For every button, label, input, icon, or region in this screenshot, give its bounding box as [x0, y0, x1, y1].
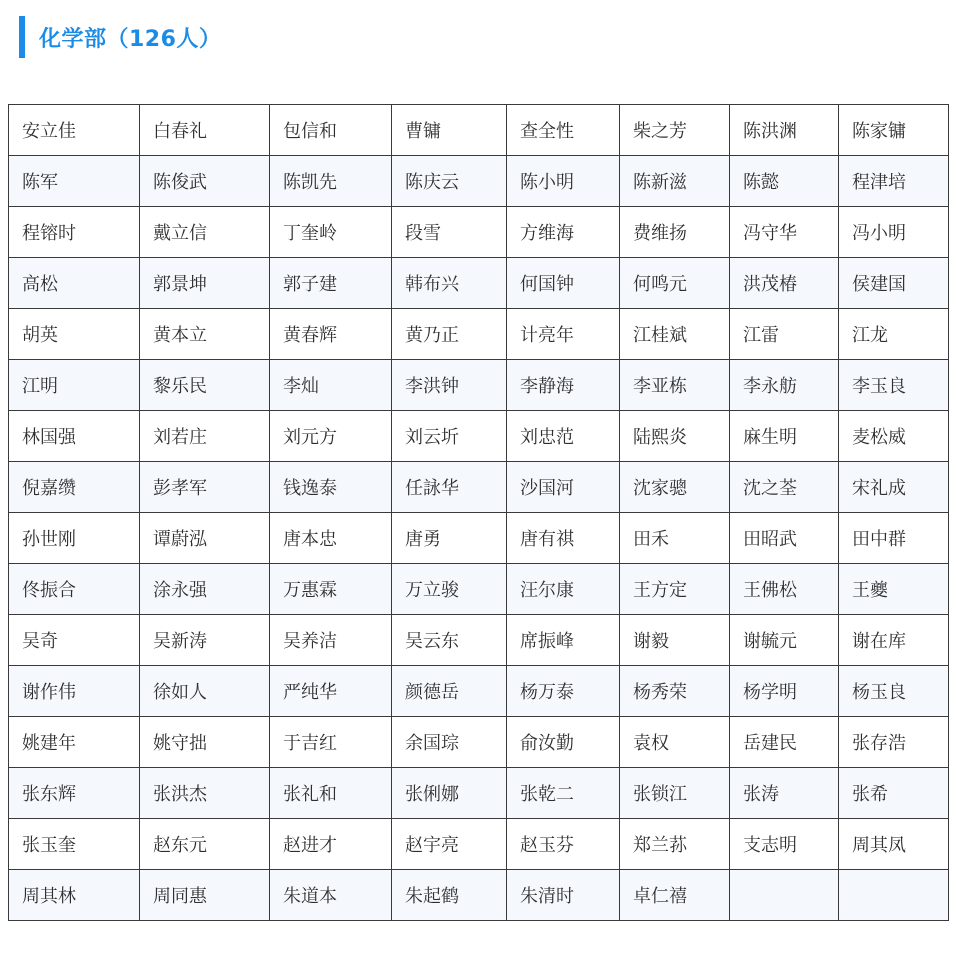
member-name-cell: 郑兰荪 — [620, 819, 730, 870]
member-table — [8, 104, 949, 921]
member-name-cell: 朱道本 — [270, 870, 392, 921]
member-name-cell: 赵东元 — [140, 819, 270, 870]
member-name-cell: 任詠华 — [392, 462, 507, 513]
member-name-cell: 岳建民 — [730, 717, 839, 768]
table-row — [9, 411, 949, 462]
member-name-cell: 江明 — [9, 360, 140, 411]
member-name-cell: 宋礼成 — [839, 462, 949, 513]
member-name-cell: 吴新涛 — [140, 615, 270, 666]
member-name-cell: 孙世刚 — [9, 513, 140, 564]
member-name-cell: 俞汝勤 — [507, 717, 620, 768]
member-name-cell: 朱起鹤 — [392, 870, 507, 921]
member-name-cell: 杨秀荣 — [620, 666, 730, 717]
member-name-cell: 何国钟 — [507, 258, 620, 309]
table-row — [9, 666, 949, 717]
member-name-cell: 杨学明 — [730, 666, 839, 717]
member-name-cell: 赵宇亮 — [392, 819, 507, 870]
member-name-cell: 李永舫 — [730, 360, 839, 411]
member-name-cell: 包信和 — [270, 105, 392, 156]
member-name-cell: 谢毓元 — [730, 615, 839, 666]
member-name-cell: 江龙 — [839, 309, 949, 360]
member-name-cell: 姚守拙 — [140, 717, 270, 768]
member-name-cell: 袁权 — [620, 717, 730, 768]
member-name-cell: 钱逸泰 — [270, 462, 392, 513]
table-row — [9, 870, 949, 921]
member-name-cell: 张洪杰 — [140, 768, 270, 819]
member-name-cell: 陈洪渊 — [730, 105, 839, 156]
member-name-cell: 汪尔康 — [507, 564, 620, 615]
member-name-cell: 江桂斌 — [620, 309, 730, 360]
member-name-cell: 黄春辉 — [270, 309, 392, 360]
table-row — [9, 360, 949, 411]
member-name-cell: 沈之荃 — [730, 462, 839, 513]
table-row — [9, 156, 949, 207]
member-name-cell: 涂永强 — [140, 564, 270, 615]
member-name-cell: 刘云圻 — [392, 411, 507, 462]
member-name-cell: 支志明 — [730, 819, 839, 870]
member-name-cell: 周同惠 — [140, 870, 270, 921]
member-name-cell: 杨万泰 — [507, 666, 620, 717]
member-name-cell: 李玉良 — [839, 360, 949, 411]
table-row — [9, 717, 949, 768]
member-name-cell: 王佛松 — [730, 564, 839, 615]
member-name-cell: 何鸣元 — [620, 258, 730, 309]
member-name-cell: 杨玉良 — [839, 666, 949, 717]
member-name-cell: 江雷 — [730, 309, 839, 360]
section-accent-bar — [19, 16, 25, 58]
member-name-cell: 佟振合 — [9, 564, 140, 615]
member-name-cell: 张锁江 — [620, 768, 730, 819]
member-name-cell: 查全性 — [507, 105, 620, 156]
table-row — [9, 462, 949, 513]
section-title: 化学部（126人） — [39, 26, 222, 52]
member-name-cell: 赵玉芬 — [507, 819, 620, 870]
member-name-cell: 陆熙炎 — [620, 411, 730, 462]
member-name-cell: 高松 — [9, 258, 140, 309]
member-name-cell: 陈军 — [9, 156, 140, 207]
member-name-cell: 黄本立 — [140, 309, 270, 360]
member-name-cell: 麻生明 — [730, 411, 839, 462]
member-name-cell: 唐有祺 — [507, 513, 620, 564]
table-row — [9, 258, 949, 309]
member-name-cell: 倪嘉缵 — [9, 462, 140, 513]
member-name-cell: 沙国河 — [507, 462, 620, 513]
table-row — [9, 105, 949, 156]
member-name-cell: 刘元方 — [270, 411, 392, 462]
member-name-cell: 陈家镛 — [839, 105, 949, 156]
member-name-cell: 刘若庄 — [140, 411, 270, 462]
member-name-cell: 席振峰 — [507, 615, 620, 666]
member-name-cell: 郭子建 — [270, 258, 392, 309]
table-row — [9, 819, 949, 870]
member-name-cell: 颜德岳 — [392, 666, 507, 717]
member-name-cell: 田昭武 — [730, 513, 839, 564]
member-name-cell: 张礼和 — [270, 768, 392, 819]
member-name-cell: 丁奎岭 — [270, 207, 392, 258]
member-name-cell: 张乾二 — [507, 768, 620, 819]
member-name-cell: 田禾 — [620, 513, 730, 564]
member-name-cell: 程镕时 — [9, 207, 140, 258]
member-name-cell: 田中群 — [839, 513, 949, 564]
member-name-cell: 赵进才 — [270, 819, 392, 870]
member-name-cell: 严纯华 — [270, 666, 392, 717]
member-name-cell: 张存浩 — [839, 717, 949, 768]
member-name-cell: 曹镛 — [392, 105, 507, 156]
member-name-cell: 彭孝军 — [140, 462, 270, 513]
table-row — [9, 615, 949, 666]
member-name-cell: 陈凯先 — [270, 156, 392, 207]
member-name-cell: 林国强 — [9, 411, 140, 462]
member-name-cell: 黄乃正 — [392, 309, 507, 360]
member-name-cell: 周其凤 — [839, 819, 949, 870]
member-name-cell: 段雪 — [392, 207, 507, 258]
table-row — [9, 513, 949, 564]
member-name-cell: 李洪钟 — [392, 360, 507, 411]
member-name-cell: 冯小明 — [839, 207, 949, 258]
member-name-cell: 吴奇 — [9, 615, 140, 666]
member-name-cell: 陈庆云 — [392, 156, 507, 207]
member-name-cell: 张玉奎 — [9, 819, 140, 870]
member-name-cell: 方维海 — [507, 207, 620, 258]
member-name-cell: 唐勇 — [392, 513, 507, 564]
member-name-cell: 黎乐民 — [140, 360, 270, 411]
member-name-cell: 刘忠范 — [507, 411, 620, 462]
table-row — [9, 768, 949, 819]
member-name-cell: 余国琮 — [392, 717, 507, 768]
member-name-cell: 洪茂椿 — [730, 258, 839, 309]
member-name-cell: 费维扬 — [620, 207, 730, 258]
member-name-cell: 胡英 — [9, 309, 140, 360]
table-row — [9, 207, 949, 258]
member-name-cell: 徐如人 — [140, 666, 270, 717]
member-name-cell: 谢作伟 — [9, 666, 140, 717]
member-name-cell: 张俐娜 — [392, 768, 507, 819]
table-row — [9, 309, 949, 360]
member-name-cell: 陈懿 — [730, 156, 839, 207]
member-name-cell: 麦松威 — [839, 411, 949, 462]
member-name-cell: 于吉红 — [270, 717, 392, 768]
member-name-cell: 陈小明 — [507, 156, 620, 207]
member-name-cell: 韩布兴 — [392, 258, 507, 309]
member-name-cell: 王方定 — [620, 564, 730, 615]
empty-cell — [839, 870, 949, 921]
member-name-cell: 李亚栋 — [620, 360, 730, 411]
member-name-cell: 陈新滋 — [620, 156, 730, 207]
member-name-cell: 柴之芳 — [620, 105, 730, 156]
member-name-cell: 张东辉 — [9, 768, 140, 819]
table-row — [9, 564, 949, 615]
empty-cell — [730, 870, 839, 921]
member-name-cell: 谢在库 — [839, 615, 949, 666]
member-name-cell: 朱清时 — [507, 870, 620, 921]
member-name-cell: 郭景坤 — [140, 258, 270, 309]
member-name-cell: 张希 — [839, 768, 949, 819]
member-name-cell: 安立佳 — [9, 105, 140, 156]
member-name-cell: 吴养洁 — [270, 615, 392, 666]
member-name-cell: 吴云东 — [392, 615, 507, 666]
member-name-cell: 周其林 — [9, 870, 140, 921]
member-name-cell: 程津培 — [839, 156, 949, 207]
member-name-cell: 沈家骢 — [620, 462, 730, 513]
member-name-cell: 李灿 — [270, 360, 392, 411]
member-name-cell: 李静海 — [507, 360, 620, 411]
member-name-cell: 万立骏 — [392, 564, 507, 615]
section-header — [19, 16, 221, 58]
member-name-cell: 陈俊武 — [140, 156, 270, 207]
member-name-cell: 谭蔚泓 — [140, 513, 270, 564]
member-name-cell: 戴立信 — [140, 207, 270, 258]
member-name-cell: 卓仁禧 — [620, 870, 730, 921]
member-name-cell: 计亮年 — [507, 309, 620, 360]
member-name-cell: 谢毅 — [620, 615, 730, 666]
member-name-cell: 侯建国 — [839, 258, 949, 309]
member-name-cell: 王夔 — [839, 564, 949, 615]
member-name-cell: 姚建年 — [9, 717, 140, 768]
member-name-cell: 万惠霖 — [270, 564, 392, 615]
member-name-cell: 张涛 — [730, 768, 839, 819]
member-name-cell: 冯守华 — [730, 207, 839, 258]
member-name-cell: 白春礼 — [140, 105, 270, 156]
member-name-cell: 唐本忠 — [270, 513, 392, 564]
